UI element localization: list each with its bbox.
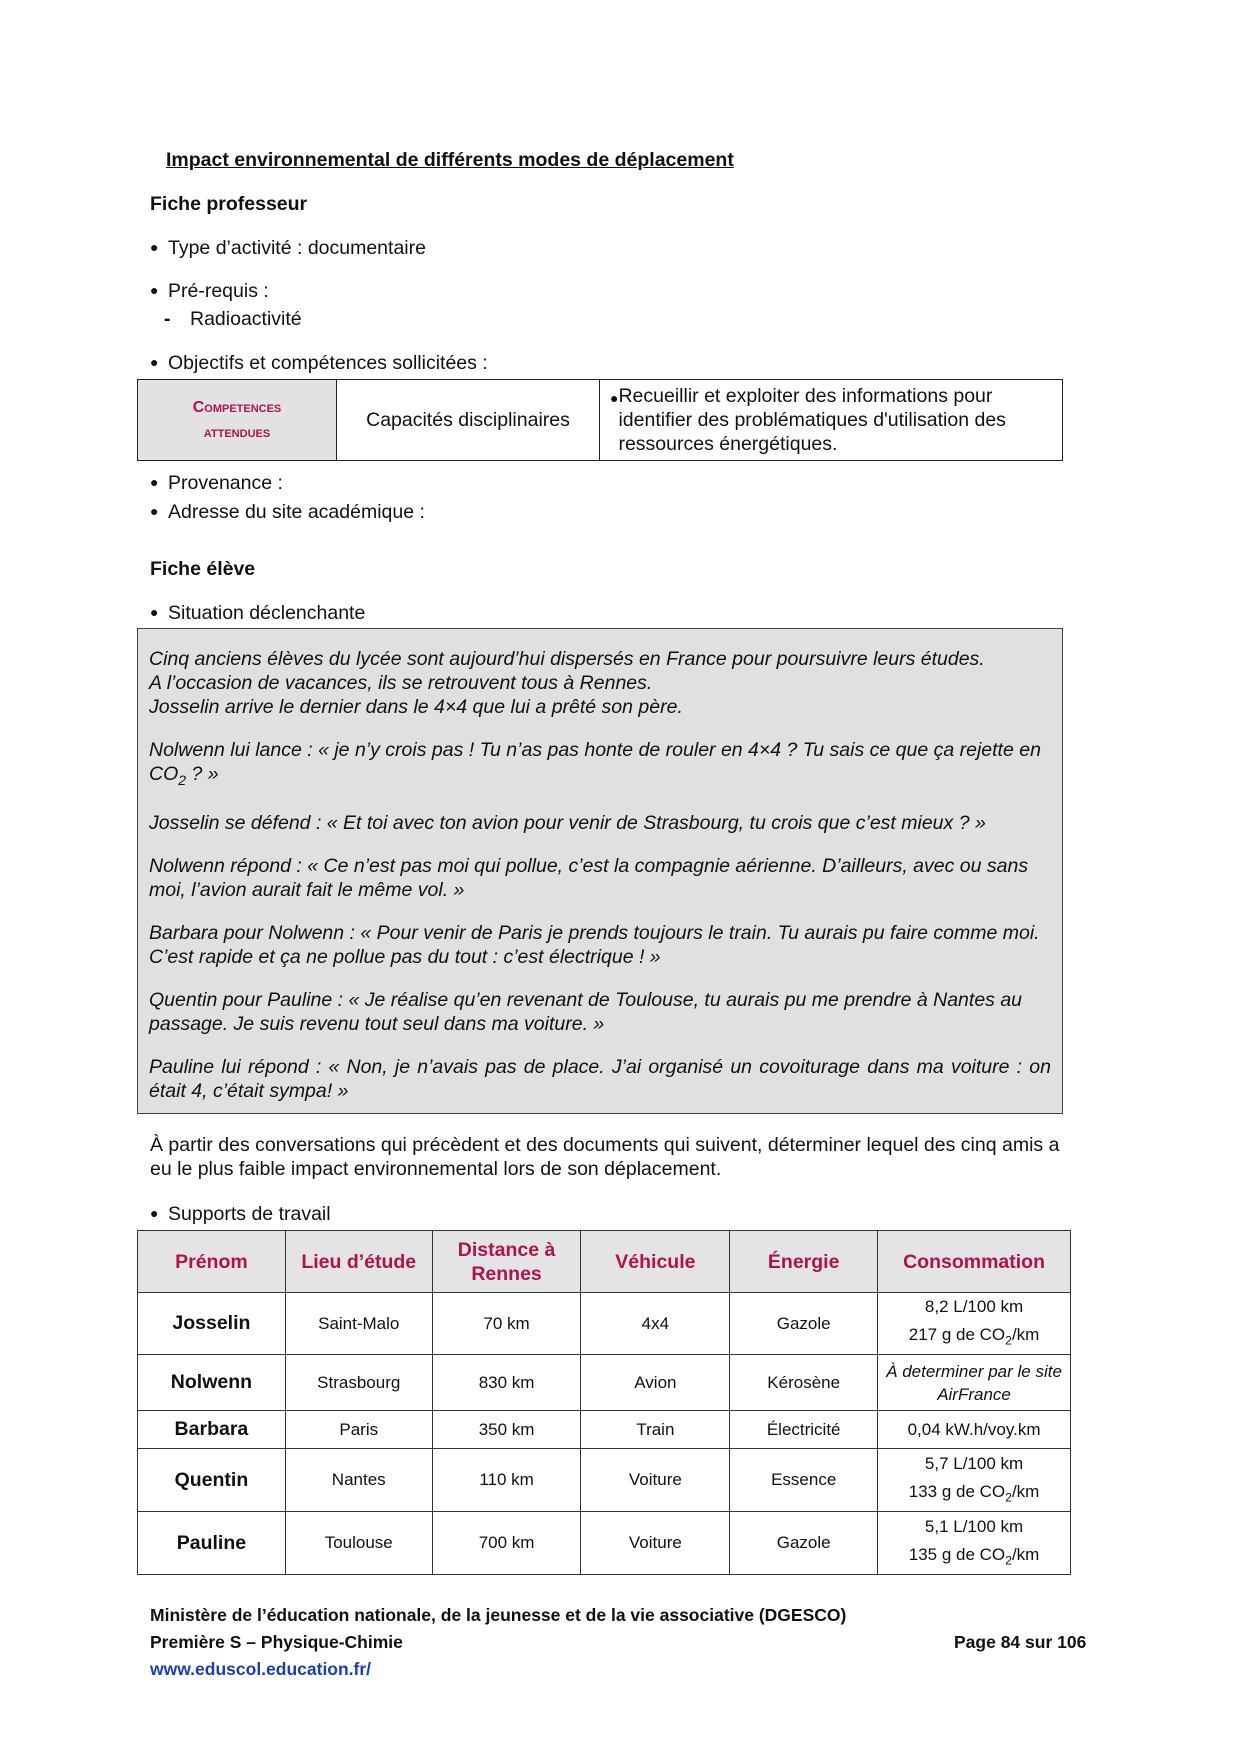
prerequis-item: - Radioactivité [164,308,302,330]
capacites-cell: Capacités disciplinaires [337,380,600,461]
bullet-icon: ● [150,354,159,370]
question-paragraph: À partir des conversations qui précèdent et des documents qui suivent, déterminer lequel des cinq amis a eu le plus faible impact environnemental lors de son déplacement. [150,1134,1060,1180]
story-paragraph-pauline: Pauline lui répond : « Non, je n’avais pas de place. J’ai organisé un covoiturage dans ma voiture : on était 4, c’était sympa! » [149,1055,1051,1102]
header-lieu: Lieu d’étude [285,1231,432,1293]
bullet-icon: ● [150,1205,159,1221]
competence-description: ● Recueillir et exploiter des informations pour identifier des problématiques d'utilisation des ressources énergétiques. [600,380,1063,461]
header-consommation: Consommation [878,1231,1071,1293]
bullet-icon: ● [150,604,159,620]
fiche-professeur-heading: Fiche professeur [150,193,308,215]
story-paragraph-quentin: Quentin pour Pauline : « Je réalise qu’en revenant de Toulouse, tu aurais pu me prendre à Nantes au passage. Je suis revenu tout seul dans ma voiture. » [149,988,1023,1035]
table-row: Nolwenn Strasbourg 830 km Avion Kérosène À determiner par le site AirFrance [138,1355,1071,1411]
header-distance: Distance à Rennes [432,1231,581,1293]
bullet-adresse: ● Adresse du site académique : [150,501,425,523]
story-paragraph-barbara: Barbara pour Nolwenn : « Pour venir de Paris je prends toujours le train. Tu aurais pu faire comme moi. C’est rapide et ça ne pollue pas du tout : c’est électrique ! » [149,921,1040,968]
dash-marker: - [164,308,171,330]
bullet-provenance: ● Provenance : [150,472,283,494]
bullet-situation: ● Situation déclenchante [150,602,366,624]
bullet-icon: ● [150,239,159,255]
bullet-type-activite: ● Type d’activité : documentaire [150,237,426,259]
situation-story-box [137,628,1063,1114]
bullet-icon: ● [150,282,159,298]
header-prenom: Prénom [138,1231,286,1293]
header-vehicule: Véhicule [581,1231,730,1293]
bullet-icon: ● [150,503,159,519]
competences-table [137,379,1063,461]
page-title: Impact environnemental de différents modes de déplacement [166,149,734,171]
bullet-icon: ● [150,474,159,490]
footer-classe: Première S – Physique-Chimie [150,1632,403,1652]
footer-link[interactable]: www.eduscol.education.fr/ [150,1659,372,1679]
competences-label: Competences attendues [138,380,337,461]
fiche-eleve-heading: Fiche élève [150,558,256,580]
footer-ministere: Ministère de l’éducation nationale, de la jeunesse et de la vie associative (DGESCO) [150,1605,847,1625]
footer-page-number: Page 84 sur 106 [954,1632,1087,1652]
bullet-icon: ● [610,390,619,406]
bullet-supports: ● Supports de travail [150,1203,331,1225]
supports-table [137,1230,1071,1575]
bullet-prerequis: ● Pré-requis : [150,280,269,302]
story-paragraph-josselin: Josselin se défend : « Et toi avec ton avion pour venir de Strasbourg, tu crois que c’est mieux ? » [149,811,986,834]
table-row: Quentin Nantes 110 km Voiture Essence 5,7 L/100 km 133 g de $CO_2/km$ [138,1449,1071,1512]
table-row: Pauline Toulouse 700 km Voiture Gazole 5,1 L/100 km 135 g de $CO_2/km$ [138,1512,1071,1575]
table-row: Josselin Saint-Malo 70 km 4x4 Gazole 8,2 L/100 km 217 g de $CO_2/km$ [138,1293,1071,1355]
table-header-row [138,1231,1071,1293]
bullet-objectifs: ● Objectifs et compétences sollicitées : [150,352,488,374]
story-paragraph-intro: Cinq anciens élèves du lycée sont aujourd’hui dispersés en France pour poursuivre leurs études. A l’occasion de vacances, ils se retrouvent tous à Rennes. Josselin arrive le dernier dans le 4×4 que lui a prêté son père. [149,648,985,718]
table-row: Barbara Paris 350 km Train Électricité 0,04 kW.h/voy.km [138,1411,1071,1449]
story-paragraph-nolwenn-reply: Nolwenn répond : « Ce n’est pas moi qui pollue, c’est la compagnie aérienne. D’ailleurs, avec ou sans moi, l’avion aurait fait le même vol. » [149,854,1029,901]
story-paragraph-nolwenn: Nolwenn lui lance : « je n’y crois pas ! Tu n’as pas honte de rouler en 4×4 ? Tu sais ce que ça rejette en $CO_2$ ? » [149,739,1041,788]
header-energie: Énergie [730,1231,878,1293]
